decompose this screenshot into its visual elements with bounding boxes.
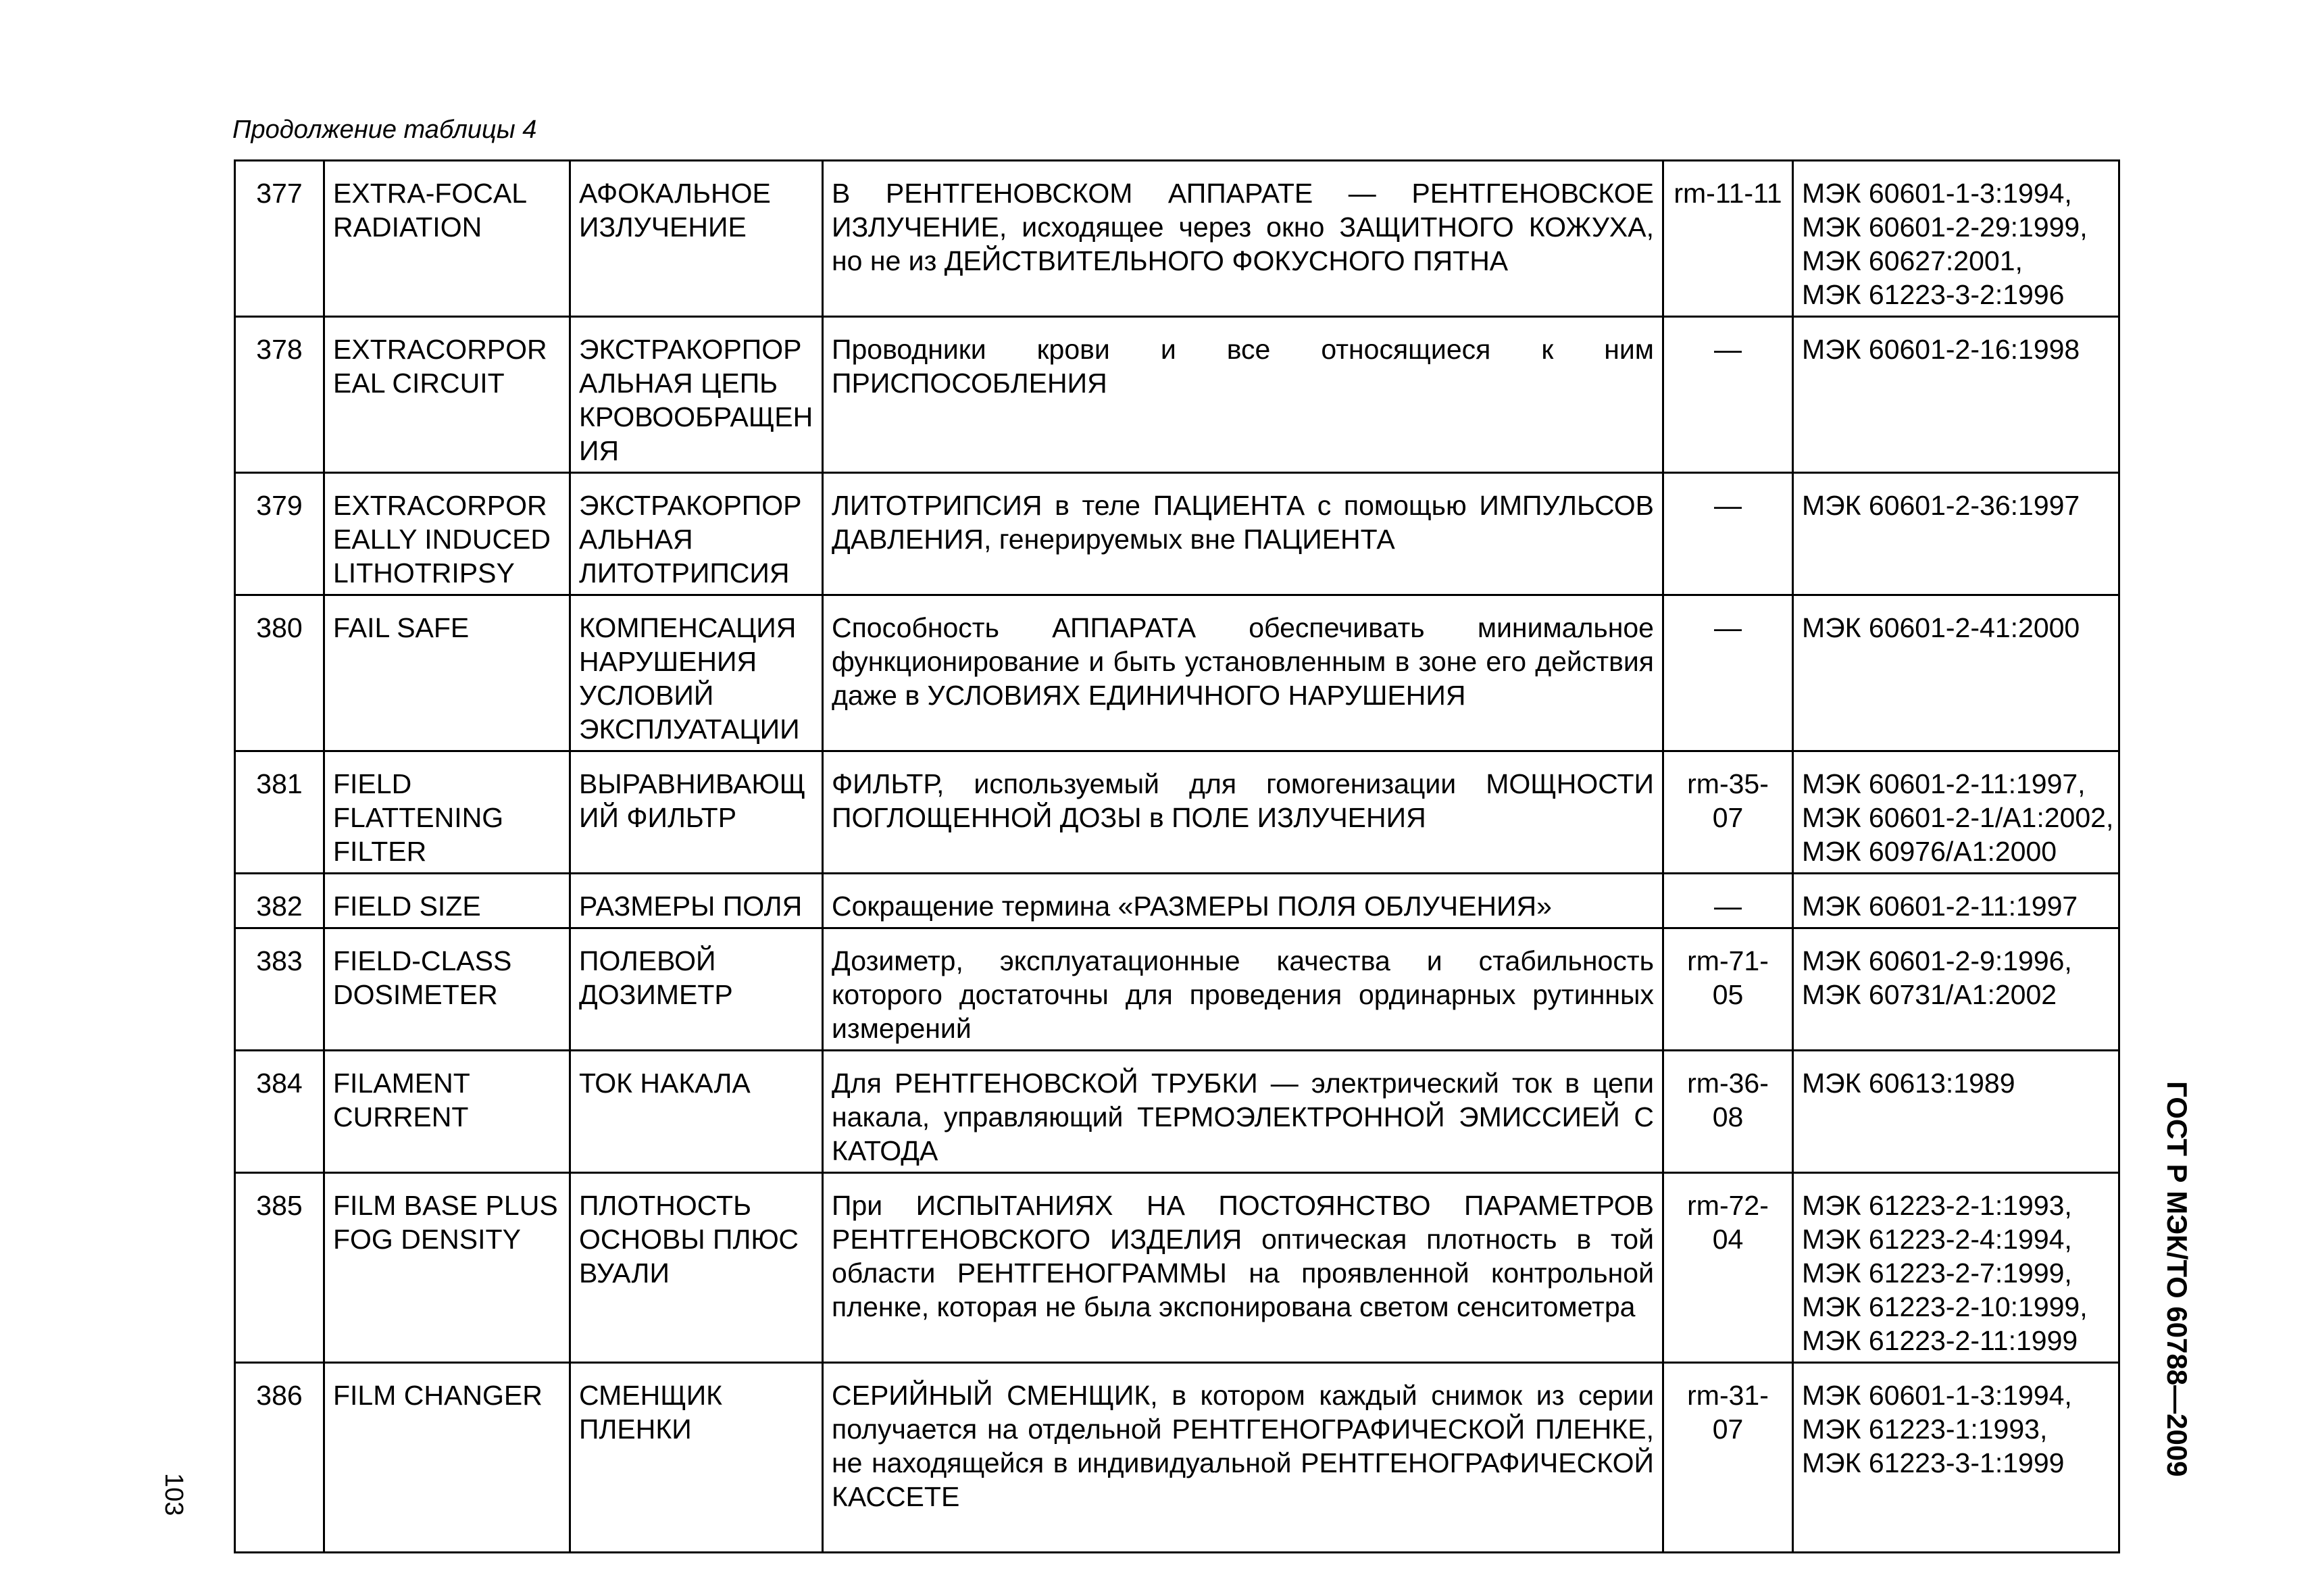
term-number: 381 xyxy=(235,751,324,874)
term-number: 380 xyxy=(235,595,324,751)
term-russian: КОМПЕНСАЦИЯ НАРУШЕНИЯ УСЛОВИЙ ЭКСПЛУАТАЦИИ xyxy=(570,595,823,751)
standard-item: МЭК 60731/А1:2002 xyxy=(1802,979,2057,1010)
term-number: 378 xyxy=(235,317,324,473)
table-row xyxy=(235,1363,2119,1553)
term-definition: В РЕНТГЕНОВСКОМ АППАРАТЕ — РЕНТГЕНОВСКОЕ ИЗЛУЧЕНИЕ, исходящее через окно ЗАЩИТНОГО КОЖУХА, но не из ДЕЙСТВИТЕЛЬНОГО ФОКУСНОГО ПЯТНА xyxy=(823,161,1663,317)
term-standards xyxy=(1793,751,2119,874)
term-standards xyxy=(1793,317,2119,473)
standard-item: МЭК 60601-2-9:1996, xyxy=(1802,945,2072,976)
standard-item: МЭК 60627:2001, xyxy=(1802,245,2023,276)
term-russian: ЭКСТРАКОРПОРАЛЬНАЯ ЦЕПЬ КРОВООБРАЩЕНИЯ xyxy=(570,317,823,473)
table-row xyxy=(235,928,2119,1051)
document-code: ГОСТ Р МЭК/ТО 60788—2009 xyxy=(2161,1081,2193,1477)
standard-item: МЭК 61223-3-2:1996 xyxy=(1802,279,2065,310)
term-definition: Дозиметр, эксплуатационные качества и стабильность которого достаточны для проведения ординарных рутинных измерений xyxy=(823,928,1663,1051)
term-english: EXTRACORPOREALLY INDUCED LITHOTRIPSY xyxy=(324,473,570,595)
term-definition: Для РЕНТГЕНОВСКОЙ ТРУБКИ — электрический ток в цепи накала, управляющий ТЕРМОЭЛЕКТРОННОЙ ЭМИССИЕЙ С КАТОДА xyxy=(823,1051,1663,1173)
term-definition: Проводники крови и все относящиеся к ним ПРИСПОСОБЛЕНИЯ xyxy=(823,317,1663,473)
term-number: 383 xyxy=(235,928,324,1051)
term-standards xyxy=(1793,161,2119,317)
table-row xyxy=(235,1173,2119,1363)
term-english: FIELD-CLASS DOSIMETER xyxy=(324,928,570,1051)
standard-item: МЭК 61223-2-10:1999, xyxy=(1802,1291,2088,1322)
standard-item: МЭК 61223-2-4:1994, xyxy=(1802,1224,2072,1255)
term-reference: — xyxy=(1663,473,1793,595)
standard-item: МЭК 60601-2-36:1997 xyxy=(1802,490,2080,521)
term-english: FILAMENT CURRENT xyxy=(324,1051,570,1173)
term-english: FILM CHANGER xyxy=(324,1363,570,1553)
term-standards xyxy=(1793,874,2119,928)
term-reference: rm-36-08 xyxy=(1663,1051,1793,1173)
standard-item: МЭК 60601-2-29:1999, xyxy=(1802,211,2088,243)
term-number: 384 xyxy=(235,1051,324,1173)
table-row xyxy=(235,874,2119,928)
term-reference: — xyxy=(1663,874,1793,928)
table-row xyxy=(235,1051,2119,1173)
table-row xyxy=(235,161,2119,317)
term-russian: СМЕНЩИК ПЛЕНКИ xyxy=(570,1363,823,1553)
term-russian: ВЫРАВНИВАЮЩИЙ ФИЛЬТР xyxy=(570,751,823,874)
term-standards xyxy=(1793,473,2119,595)
term-standards xyxy=(1793,1051,2119,1173)
table-row xyxy=(235,751,2119,874)
term-standards xyxy=(1793,1363,2119,1553)
standard-item: МЭК 61223-2-1:1993, xyxy=(1802,1190,2072,1221)
term-english: FIELD SIZE xyxy=(324,874,570,928)
term-english: EXTRACORPOREAL CIRCUIT xyxy=(324,317,570,473)
standard-item: МЭК 61223-3-1:1999 xyxy=(1802,1447,2065,1478)
term-standards xyxy=(1793,595,2119,751)
page-number: 103 xyxy=(159,1473,188,1516)
term-number: 385 xyxy=(235,1173,324,1363)
standard-item: МЭК 60601-2-41:2000 xyxy=(1802,612,2080,643)
standard-item: МЭК 60601-2-11:1997, xyxy=(1802,768,2086,799)
term-standards xyxy=(1793,1173,2119,1363)
term-english: EXTRA-FOCAL RADIATION xyxy=(324,161,570,317)
term-russian: АФОКАЛЬНОЕ ИЗЛУЧЕНИЕ xyxy=(570,161,823,317)
term-russian: ПЛОТНОСТЬ ОСНОВЫ ПЛЮС ВУАЛИ xyxy=(570,1173,823,1363)
term-russian: ТОК НАКАЛА xyxy=(570,1051,823,1173)
term-definition: ФИЛЬТР, используемый для гомогенизации МОЩНОСТИ ПОГЛОЩЕННОЙ ДОЗЫ в ПОЛЕ ИЗЛУЧЕНИЯ xyxy=(823,751,1663,874)
standard-item: МЭК 61223-1:1993, xyxy=(1802,1414,2048,1445)
term-reference: rm-71-05 xyxy=(1663,928,1793,1051)
term-english: FILM BASE PLUS FOG DENSITY xyxy=(324,1173,570,1363)
term-definition: При ИСПЫТАНИЯХ НА ПОСТОЯНСТВО ПАРАМЕТРОВ РЕНТГЕНОВСКОГО ИЗДЕЛИЯ оптическая плотность в той области РЕНТГЕНОГРАММЫ на проявленной контрольной пленке, которая не была экспонирована светом сенситометра xyxy=(823,1173,1663,1363)
term-number: 386 xyxy=(235,1363,324,1553)
standard-item: МЭК 60976/А1:2000 xyxy=(1802,836,2057,867)
table-caption: Продолжение таблицы 4 xyxy=(232,116,537,144)
standard-item: МЭК 60601-1-3:1994, xyxy=(1802,1380,2072,1411)
table-row xyxy=(235,317,2119,473)
standard-item: МЭК 60601-2-16:1998 xyxy=(1802,334,2080,365)
term-russian: РАЗМЕРЫ ПОЛЯ xyxy=(570,874,823,928)
table-row xyxy=(235,595,2119,751)
term-definition: Сокращение термина «РАЗМЕРЫ ПОЛЯ ОБЛУЧЕНИЯ» xyxy=(823,874,1663,928)
standard-item: МЭК 61223-2-7:1999, xyxy=(1802,1257,2072,1289)
term-english: FAIL SAFE xyxy=(324,595,570,751)
term-definition: СЕРИЙНЫЙ СМЕНЩИК, в котором каждый снимок из серии получается на отдельной РЕНТГЕНОГРАФИЧЕСКОЙ ПЛЕНКЕ, не находящейся в индивидуальной РЕНТГЕНОГРАФИЧЕСКОЙ КАССЕТЕ xyxy=(823,1363,1663,1553)
term-reference: rm-35-07 xyxy=(1663,751,1793,874)
term-english: FIELD FLATTENING FILTER xyxy=(324,751,570,874)
term-standards xyxy=(1793,928,2119,1051)
standard-item: МЭК 60601-2-1/А1:2002, xyxy=(1802,802,2114,833)
standard-item: МЭК 60601-1-3:1994, xyxy=(1802,178,2072,209)
term-reference: — xyxy=(1663,595,1793,751)
standard-item: МЭК 60601-2-11:1997 xyxy=(1802,891,2078,922)
term-russian: ЭКСТРАКОРПОРАЛЬНАЯ ЛИТОТРИПСИЯ xyxy=(570,473,823,595)
term-reference: rm-11-11 xyxy=(1663,161,1793,317)
term-number: 377 xyxy=(235,161,324,317)
table-row xyxy=(235,473,2119,595)
term-number: 382 xyxy=(235,874,324,928)
term-russian: ПОЛЕВОЙ ДОЗИМЕТР xyxy=(570,928,823,1051)
term-reference: rm-72-04 xyxy=(1663,1173,1793,1363)
terms-table-body xyxy=(235,161,2119,1553)
term-definition: ЛИТОТРИПСИЯ в теле ПАЦИЕНТА с помощью ИМПУЛЬСОВ ДАВЛЕНИЯ, генерируемых вне ПАЦИЕНТА xyxy=(823,473,1663,595)
term-reference: rm-31-07 xyxy=(1663,1363,1793,1553)
term-number: 379 xyxy=(235,473,324,595)
standard-item: МЭК 60613:1989 xyxy=(1802,1068,2015,1099)
term-definition: Способность АППАРАТА обеспечивать минимальное функционирование и быть установленным в зоне его действия даже в УСЛОВИЯХ ЕДИНИЧНОГО НАРУШЕНИЯ xyxy=(823,595,1663,751)
standard-item: МЭК 61223-2-11:1999 xyxy=(1802,1325,2078,1356)
terms-table xyxy=(234,159,2120,1553)
term-reference: — xyxy=(1663,317,1793,473)
